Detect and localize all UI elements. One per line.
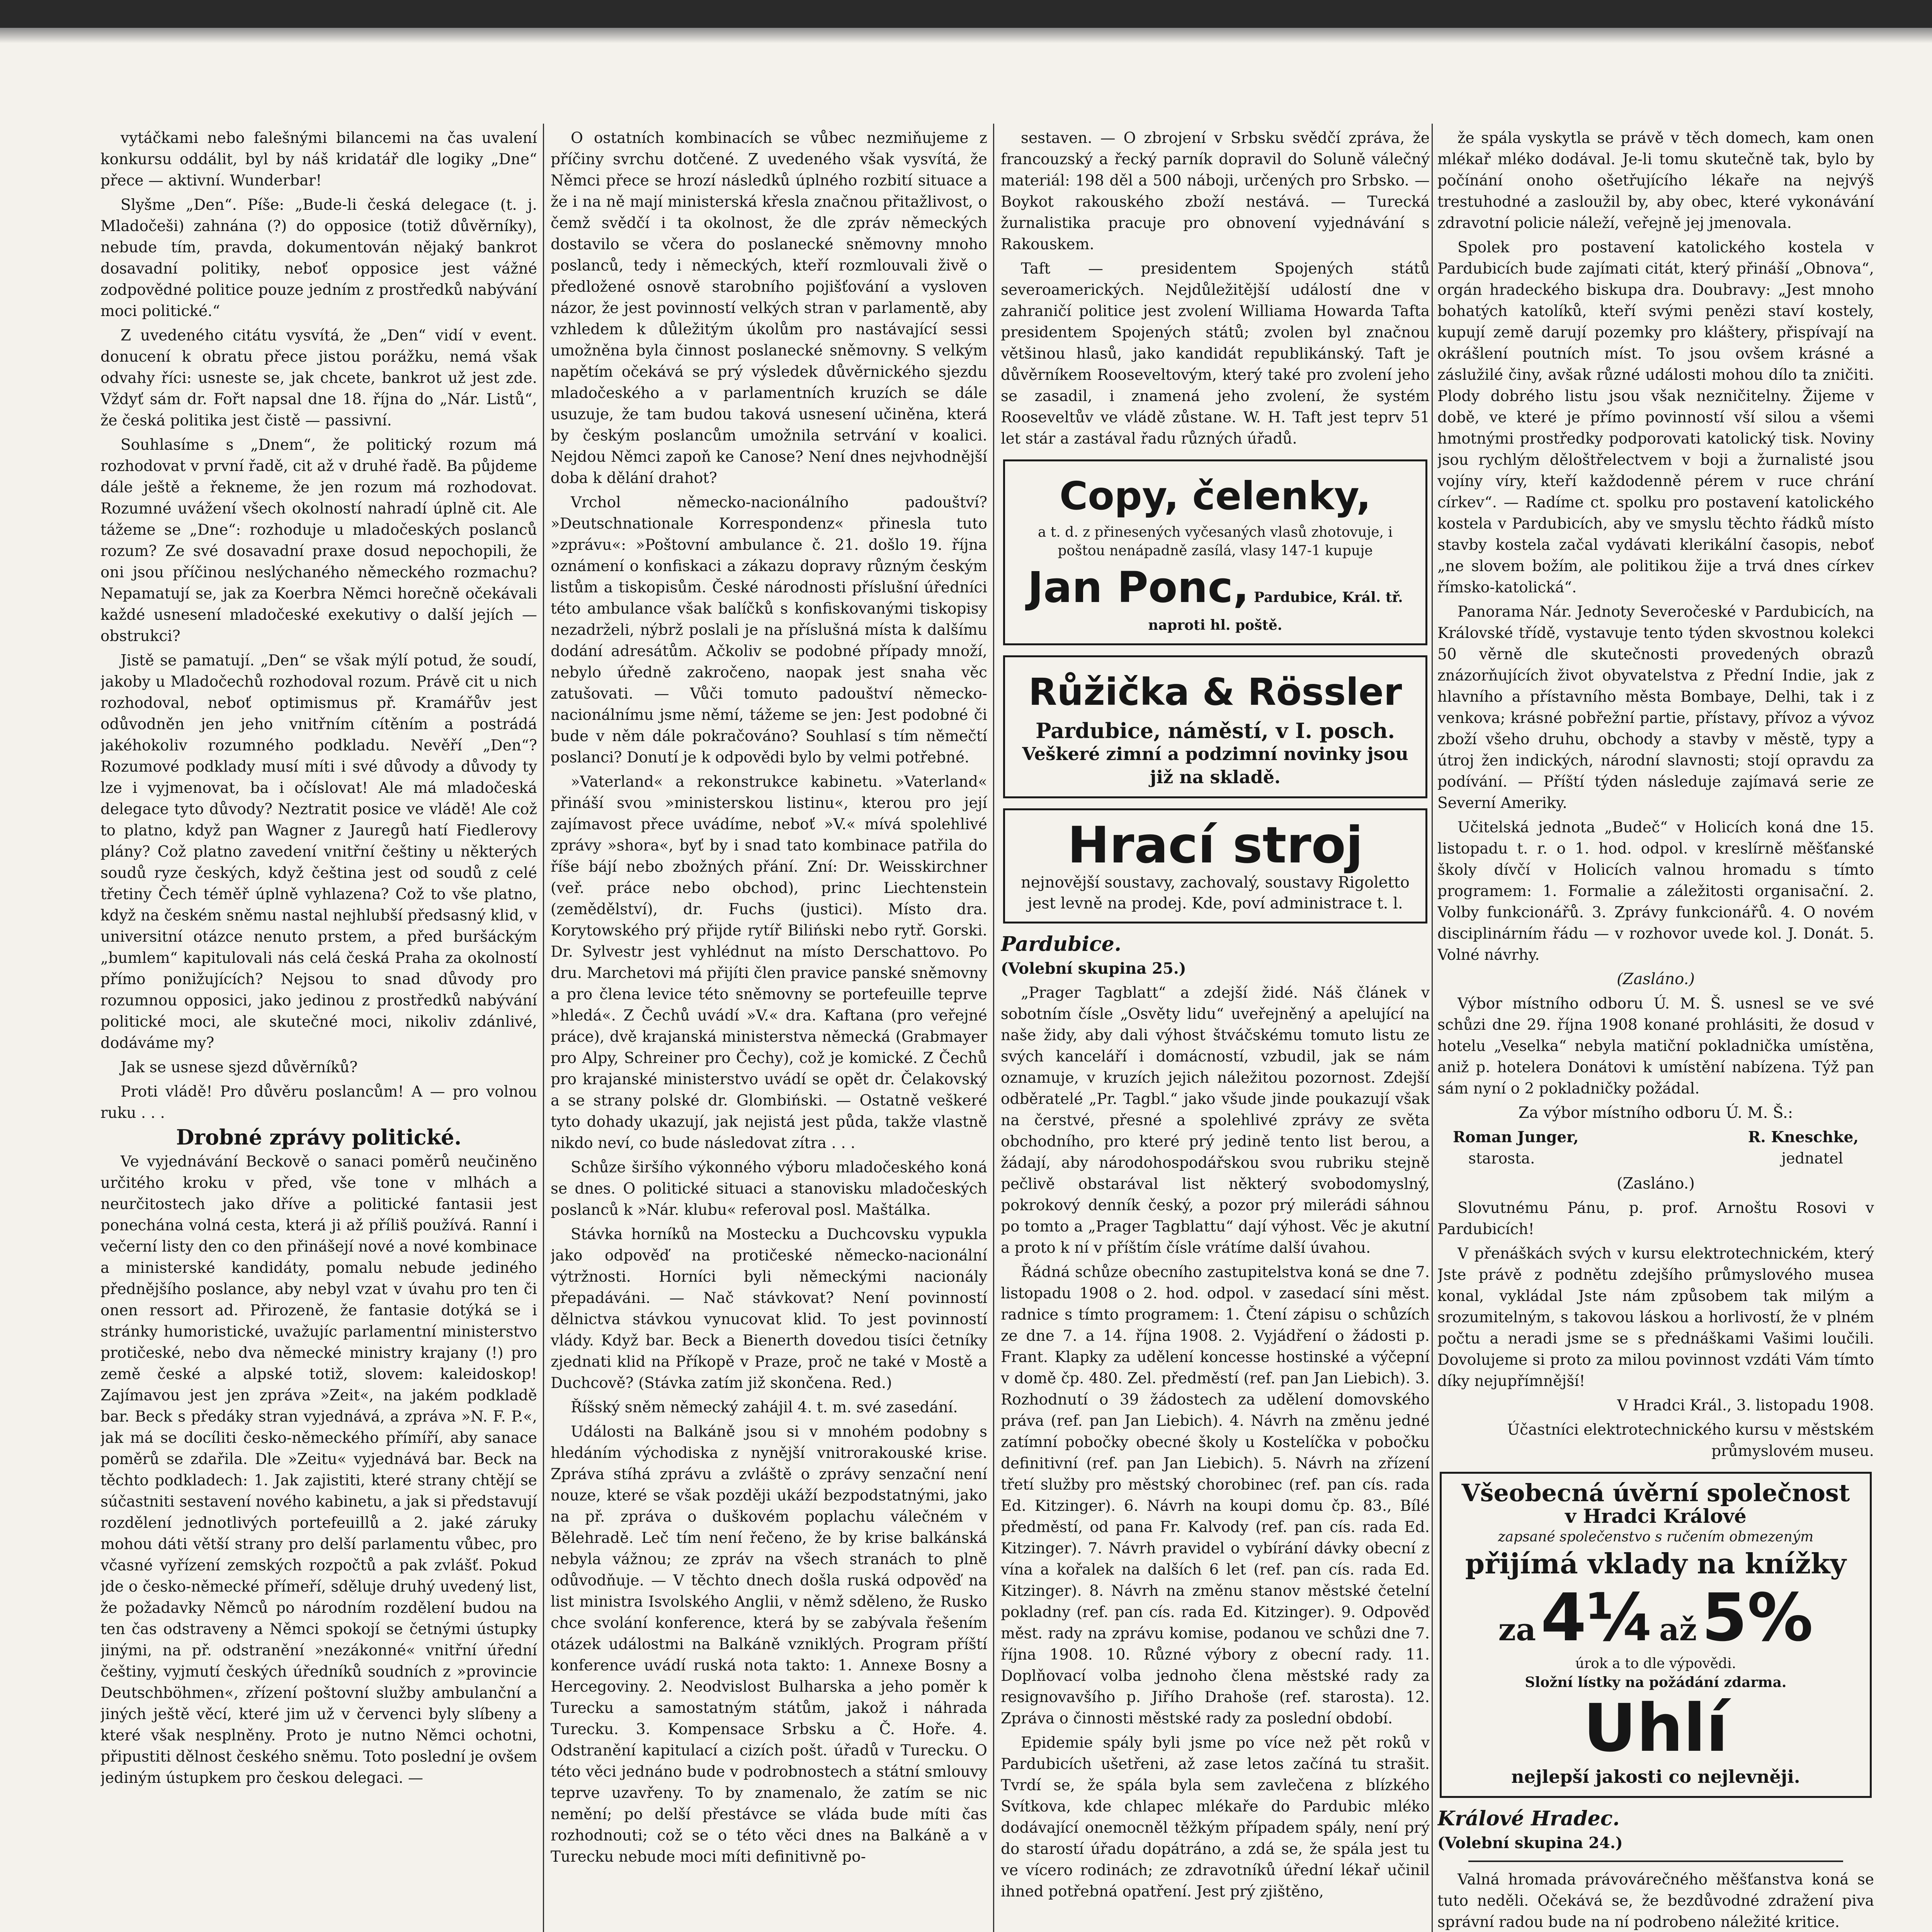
paragraph: Říšský sněm německý zahájil 4. t. m. své zasedání. [571,1399,958,1416]
paragraph: Souhlasíme s „Dnem“, že politický rozum má rozhodovat v první řadě, cit až v druhé řadě. Ba půjdeme dále ještě a řekneme, že jen rozum má rozhodovat. Rozumné uvážení všech okolností nahradí úplně cit. Ale tážeme se „Dne“: rozhoduje u mladočeských poslanců rozum? Ze své dosavadní praxe dosud nepochopili, že oni jsou příčinou neslýchaného německého rozmachu? Nepamatují se, jak za Koerbra Němci horečně očekávali každé usnesení mladočeské exekutivy o další jejích — obstrukci? [100,436,537,645]
section-subtitle: (Volební skupina 25.) [1001,959,1186,978]
advertisement-hraci-stroj [1003,808,1427,923]
ad-title: Copy, čelenky, [1059,473,1371,519]
ad-title: Všeobecná úvěrní společnost [1461,1479,1850,1507]
ad-address: Pardubice, náměstí, v I. posch. [1035,718,1395,743]
signature-left: Roman Junger, [1453,1128,1579,1146]
ad-rate [1450,1581,1861,1655]
rate-to: 5% [1701,1580,1813,1656]
advertisement-copy-celenky [1003,459,1427,645]
zaslano-title: (Zasláno.) [1617,970,1695,988]
paragraph: Panorama Nár. Jednoty Severočeské v Pardubicích, na Královské třídě, vystavuje tento týden skvostnou kolekci 50 věrně dle skutečnosti provedených obrazů znázorňujících život obyvatelstva z Přední Indie, jak z hlavního a přístavního města Bombaye, Delhi, tak i z venkova; krásné pobřežní partie, přístavy, přívoz a vývoz zboží všeho druhu, obchody a stavby v městě, typy a útroj žen indických, národní slavnosti; stojí opravdu za podívání. — Příští týden následuje zajímavá serie ze Severní Ameriky. [1437,603,1874,812]
ad-title: Hrací stroj [1067,816,1363,874]
ad-text: Veškeré zimní a podzimní novinky jsou již na skladě. [1022,743,1408,787]
zaslano-title: (Zasláno.) [1617,1175,1695,1192]
column-3 [1001,128,1430,1932]
paragraph: Epidemie spály byli jsme po více než pět roků v Pardubicích ušetřeni, až zase letos začíná tu strašit. Tvrdí se, že spála byla sem zavlečena z blízkého Svítkova, kde chlapec mlékaře do Pardubic mléko dodávající onemocněl těžkým případem spály, není prý do starostí úřadu dopátráno, a zdá se, že spála jest tu ve vícero rodinách; ze zdravotníků úřední lékař učinil ihned potřebná opatření. Jest prý zjištěno, [1001,1734,1430,1900]
section-subtitle: (Volební skupina 24.) [1437,1834,1623,1852]
paragraph: Jak se usnese sjezd důvěrníků? [121,1059,358,1076]
column-1 [100,128,537,1932]
zaslano-signatures [1437,1127,1874,1148]
zaslano-sign-line: Za výbor místního odboru Ú. M. Š.: [1518,1104,1793,1122]
rate-from: 4¼ [1541,1580,1655,1656]
zaslano-greeting: Slovutnému Pánu, p. prof. Arnoštu Rosovi v Pardubicích! [1437,1199,1874,1238]
zaslano-text: V přenáškách svých v kursu elektrotechnickém, který Jste právě z podnětu zdejšího průmyslového musea konal, vykládal Jste nám způsobem tak milým a srozumitelným, s takovou láskou a horlivostí, že v plném počtu a neradi jsme se s přednáškami Vašimi loučili. Dovolujeme si proto za milou povinnost vzdáti Vám tímto díky nejupřímnější! [1437,1245,1874,1390]
ad-text: nejnovější soustavy, zachovalý, soustavy Rigoletto jest levně na prodej. Kde, poví administrace t. l. [1021,874,1410,912]
paragraph: Ve vyjednávání Beckově o sanaci poměrů neučiněno určitého kroku v před, vše tone v mlhách a neurčitostech jako dříve a politické fantasii jest ponechána volná cesta, která ji až příliš používá. Ranní i večerní listy den co den přinášejí nové a nové kombinace a ministerské kandidáty, pomalu nebude jediného přednějšího poslance, aby nebyl vzat v úvahu pro ten či onen ressort ad. Přirozeně, že fantasie dotýká se i stránky humoristické, uvažujíc parlamentní ministerstvo protičeské, nebo dva německé ministry krajany (!) pro země české a alpské totiž, slovem: kaleidoskop! Zajímavou jest jen zpráva »Zeit«, na jakém podkladě bar. Beck s předáky stran vyjednává, a zpráva »N. F. P.«, jak má se docíliti česko-německého přímíří, aby sanace poměrů se zdařila. Dle »Zeitu« vyjednává bar. Beck na těchto podkladech: 1. Jak zajistiti, které strany chtějí se súčastniti sestavení nového kabinetu, a jak si představují rozdělení jednotlivých portefeuillů a 2. jaké záruky mohou dáti větší strany pro delší parlamentu vůbec, pro včasné vyřízení zemských rozpočtů a pak zvlášť. Pokud jde o česko-německé přímeří, sděluje druhý uvedený list, že požadavky Němců po národním rozdělení budou na ten čas odstraveny a Němci spokojí se četnými ústupky jinými, na př. odstranění »nezákonné« vnitřní úřední češtiny, vyjmutí českých úředníků soudních z »provincie Deutschböhmen«, zřízení poštovní služby ambulanční a jiných ještě věcí, které jim už v červenci byly slíbeny a které však nesplněny. Proto je nutno Němci ochotni, připustiti dělnost českého sněmu. Toto poslední je ovšem jediným ústupkem pro českou delegaci. — [100,1153,537,1787]
ad-sub: zapsané společenstvo s ručením obmezeným [1498,1529,1814,1545]
section-heading: Drobné zprávy politické. [176,1125,462,1150]
paragraph: Jistě se pamatují. „Den“ se však mýlí potud, že soudí, jakoby u Mladočechů rozhodoval rozum. Právě cit u nich rozhodoval, neboť optimismus př. Kramářův jest odůvodněn jen jeho vnitřním cítěním a postrádá jakéhokoliv rozumného podkladu. Nevěří „Den“? Rozumové podklady musí míti i své důvody a důvody ty lze i vyjmenovat, ba i očíslovat! Ale má mladočeská delegace tyto důvody? Neztratit posice ve vládě! Ale což to platno, když pan Wagner z Jauregů hatí Fiedlerovy plány? Což platno zavedení vnitřní češtiny u některých soudů ryze českých, když čeština jest od soudů z celé třetiny Čech téměř úplně vyhlazena? Což to vše platno, když na českém sněmu nastal nejhlubší předsasný klid, v universitní otázce nenuto prstem, a před buršáckým „bumlem“ kapitulovali nás celá česká Praha za okolností přímo ponižujících? Nejsou to snad důvody pro rozumnou opposici, jako jedinou z prostředků nabývání politické moci, ale skutečné moci, nikoliv zdánlivé, dodáváme my? [100,652,537,1052]
paragraph: O ostatních kombinacích se vůbec nezmiňujeme z příčiny svrchu dotčené. Z uvedeného však vysvítá, že Němci přece se hrozí následků úplného rozbití situace a že i na ně mají ministerská křesla značnou přitažlivost, o čemž svědčí i ta okolnost, že dle zpráv německých dostavilo se včera do poslanecké sněmovny mnoho poslanců, tedy i německých, kteří rozmlouvali živě o předložené osnově starobního pojišťování a vysloven názor, že jest povinností velkých stran v parlamentě, aby vzhledem k důležitým úkolům pro nastávající sessi umožněna byla činnost poslanecké sněmovny. S velkým napětím očekává se prý výsledek důvěrnického sjezdu mladočeského a v parlamentních kruzích se dále usuzuje, že tam budou taková usnesení učiněna, která by českým poslancům umožnila setrvání v koalici. Nejdou Němci zapoň ke Canose? Není dnes nejvhodnější doba k dělání drahot? [551,129,987,487]
paragraph: Slyšme „Den“. Píše: „Bude-li česká delegace (t. j. Mladočeši) zahnána (?) do opposice (totiž důvěrníky), nebude tím, pravda, dokumentován nějaký bankrot dosavadní politiky, neboť opposice jest vážné zodpovědné politice pouze jedním z prostředků nabývání moci politické.“ [100,196,537,320]
section-masthead: Králové Hradec. [1437,1807,1620,1830]
signature-left-role: starosta. [1468,1150,1535,1167]
paragraph: Spolek pro postavení katolického kostela v Pardubicích bude zajímati citát, který přináší „Obnova“, orgán hradeckého biskupa dra. Doubravy: „Jest mnoho bohatých katolíků, kteří svými penězi staví kostely, kupují země darují pozemky pro kláštery, přispívají na okrášlení poutních míst. To jsou ovšem krásné a záslužilé činy, avšak různé události mohou dílo ta zničiti. Plody dobrého listu jsou však nezničitelny. Žijeme v době, ve které je přímo povinností vší silou a všemi hmotnými prostředky podporovati katolický tisk. Noviny jsou rychlým děloštřelectvem v boji a žurnalisté jsou vojíny víry, kteří každodenně pérem v ruce chrání církev“. — Radíme ct. spolku pro postavení katolického kostela v Pardubicích, aby ve smyslu těchto řádků místo stavby kostela začal vydávati klerikální časopis, neboť „ne slovem božím, ale politikou žije a trvá dnes církev římsko-katolická“. [1437,239,1874,596]
paragraph: sestaven. — O zbrojení v Srbsku svědčí zpráva, že francouzský a řecký parník dopravil do Soluně válečný materiál: 198 děl a 500 náboji, určených pro Srbsko. — Boykot rakouského zboží nestává. — Turecká žurnalistika pracuje pro obnovení vyjednávání s Rakouskem. [1001,129,1430,253]
scan-top-shadow [0,28,1932,43]
paragraph: Valná hromada právovárečného měšťanstva koná se tuto neděli. Očekává se, že bezdůvodné zdražení piva správní radou bude na ní podrobeno náležité kritice. [1437,1871,1874,1931]
ad-name: Jan Ponc, [1027,563,1249,612]
zaslano-place: V Hradci Král., 3. listopadu 1908. [1617,1397,1874,1414]
paragraph: Vrchol německo-nacionálního padouštví? »Deutschnationale Korrespondenz« přinesla tuto »zprávu«: »Poštovní ambulance č. 21. došlo 19. října oznámení o konfiskaci a zákazu dopravy různým českým listům a tiskopisům. České národnosti příslušní úředníci této ambulance však balíčků s konfiskovanými tiskopisy nezadrželi, nýbrž poslali je na příslušná místa k dalšímu dodání adresátům. Ačkoliv se podobné případy množí, nebylo úředně zakročeno, naopak jest snaha věc zatušovati. — Vůči tomuto padouštví německo-nacionálnímu jsme němí, tážeme se jen: Jest podobné či bude v něm dále pokračováno? Souhlasí s tím němečtí poslanci? Donutí je k odpovědi bylo by velmi potřebné. [551,494,987,766]
ad-offer: přijímá vklady na knížky [1465,1547,1847,1580]
signature-right-role: jednatel [1781,1150,1843,1167]
paragraph: »Vaterland« a rekonstrukce kabinetu. »Vaterland« přináší svou »ministerskou listinu«, kterou pro její zajímavost přece uvádíme, neboť »V.« mívá spolehlivé zprávy »shora«, byť by i snad tato kombinace patřila do říše bájí nebo zbožných přání. Zní: Dr. Weisskirchner (veř. práce nebo obchod), princ Liechtenstein (zemědělství), dr. Fuchs (justici). Místo dra. Korytowského prý přijde rytíř Biliński nebo rytř. Gorski. Dr. Sylvestr jest vyhlédnut na místo Derschattovo. Po dru. Marchetovi má přijíti člen pravice panské sněmovny a pro člena levice této sněmovny se portefeuille teprve »hledá«. Z Čechů uvádí »V.« dra. Kaftana (pro veřejné práce), dvě krajanská ministerstva německá (Grabmayer pro Alpy, Schreiner pro Čechy), což je komické. Z Čechů pro krajanské ministerstvo uvádí se opět dr. Čelakovský a se strany polské dr. Glombiński. — Ostatně veškeré tyto dohady ukazují, jak nejistá jest půda, takže vlastně nikdo neví, co bude následovat zítra . . . [551,773,987,1152]
column-rule [1432,124,1433,1932]
paragraph: Schůze širšího výkonného výboru mladočeského koná se dnes. O politické situaci a stanovisku mladočeských poslanců k »Nár. klubu« referoval posl. Maštálka. [551,1159,987,1219]
paragraph: Učitelská jednota „Budeč“ v Holicích koná dne 15. listopadu t. r. o 1. hod. odpol. v kreslírně měšťanské školy dívčí v Holicích valnou hromadu s tímto programem: 1. Formalie a záležitosti organisační. 2. Volby funkcionářů. 3. Zprávy funkcionářů. 4. O novém disciplinárním řádu — v rozhovor uvede kol. J. Donát. 5. Volné návrhy. [1437,819,1874,964]
signature-right: R. Kneschke, [1748,1128,1859,1146]
paragraph: Události na Balkáně jsou si v mnohém podobny s hledáním východiska z nynější vnitrorakouské krise. Zpráva stíhá zprávu a zvláště o zprávy senzační není nouze, které se však později ukáží bezpodstatnými, jako na př. zpráva o duškovém poplachu válečném v Bělehradě. Leč tím není řečeno, že by krise balkánská nebyla vážnou; ze zpráv na všech stranách to plně odůvodňuje. — V těchto dnech došla ruská odpověď na list ministra Isvolského Anglii, v němž sděleno, že Rusko chce svolání konference, která by se zabývala řešením otázek událostmi na Balkáně vzniklých. Program příští konference uvádí ruská nota takto: 1. Annexe Bosny a Hercegoviny. 2. Neodvislost Bulharska a jeho poměr k Turecku a samostatným státům, jakož i náhrada Turecku. 3. Kompensace Srbsku a Č. Hoře. 4. Odstranění kapitulací a cizích pošt. úřadů v Turecku. O této věci jednáno bude v podrobnostech a státní smlouvy teprve uzavřeny. To by znamenalo, že zatím se nic nemění; po delší přestávce se vláda bude míti čas rozhodnouti; což se o této věci dnes na Balkáně a v Turecku nebude moci míti definitivně po- [551,1423,987,1866]
paragraph: Proti vládě! Pro důvěru poslancům! A — pro volnou ruku . . . [100,1083,537,1122]
ad-coal-sub: nejlepší jakosti co nejlevněji. [1511,1766,1800,1787]
ad-city: v Hradci Králové [1565,1505,1747,1527]
zaslano-sign: Účastníci elektrotechnického kursu v městském průmyslovém museu. [1507,1421,1874,1460]
section-masthead: Pardubice. [1001,932,1121,956]
ad-note: úrok a to dle výpovědi. [1575,1656,1736,1672]
paragraph: Z uvedeného citátu vysvítá, že „Den“ vidí v event. donucení k obratu přece jistou porážku, nemá však odvahy říci: usneste se, jak chcete, bankrot už jest zde. Vždyť sám dr. Fořt napsal dne 18. října do „Nár. Listů“, že česká politika jest čistě — passivní. [100,327,537,429]
column-rule [993,124,994,1932]
paragraph: že spála vyskytla se právě v těch domech, kam onen mlékař mléko dodával. Je-li tomu skutečně tak, bylo by počínání onoho ošetřujícího lékaře na nejvýš trestuhodné a zasloužil by, aby obec, které vykonávání zdravotní policie náleží, veřejně jej jmenovala. [1437,129,1874,232]
paragraph: Řádná schůze obecního zastupitelstva koná se dne 7. listopadu 1908 o 2. hod. odpol. v zasedací síni měst. radnice s tímto programem: 1. Čtení zápisu o schůzích ze dne 7. a 14. října 1908. 2. Vyjádření o žádosti p. Frant. Klapky za udělení koncesse hostinské a výčepní v domě čp. 480. Zel. předměstí (ref. pan Jan Liebich). 3. Rozhodnutí o 39 žádostech za udělení domovského práva (ref. pan Jan Liebich). 4. Návrh na změnu jedné zatímní pobočky obecné školy u Kostelíčka v pobočku definitivní (ref. pan Jan Liebich). 5. Návrh na zřízení třetí služby pro městský chorobinec (ref. pan cís. rada Ed. Kitzinger). 6. Návrh na koupi domu čp. 83., Bílé předměstí, od pana Fr. Kalvody (ref. pan cís. rada Ed. Kitzinger). 7. Návrh pravidel o vybírání dávky obecní z vína a kořalek na dalších 6 let (ref. pan cís. rada Ed. Kitzinger). 8. Návrh na změnu stanov městské četelní pokladny (ref. pan cís. rada Ed. Kitzinger). 9. Odpověď měst. rady na zprávu komise, podanou ve schůzi dne 7. října 1908. 10. Různé výbory z obecní rady. 11. Doplňovací volba jednoho člena městské rady za resignovavšího p. Jiřího Drahoše (ref. starosta). 12. Zpráva o činnosti městské rady za poslední období. [1001,1264,1430,1727]
ad-address: Pardubice, Král. tř. naproti hl. poště. [1148,589,1403,633]
scan-top-edge [0,0,1932,28]
paragraph: „Prager Tagblatt“ a zdejší židé. Náš článek v sobotním čísle „Osvěty lidu“ uveřejněný a apelující na naše židy, aby dali výhost štváčskému tomuto listu ze svých kanceláří i domácností, vzbudil, jak se nám oznamuje, v kruzích jejich náležitou pozornost. Zdejší odběratelé „Pr. Tagbl.“ jako všude jinde poukazují však na čerstvé, přesné a spolehlivé zprávy ze světa obchodního, pro které prý jedině tento list berou, a žádají, aby národohospodářskou svou rubriku stejně pečlivě obstarával list některý svobodomyslný, pokrokový denník český, a pozor prý milerádi sáhnou po tomto a „Prager Tagblattu“ dají výhost. Věc je akutní a proto k ní v příštím čísle vrátíme další úvahou. [1001,984,1430,1257]
column-4 [1437,128,1874,1932]
divider [1468,1861,1843,1862]
zaslano-roles [1437,1148,1874,1173]
paragraph: Taft — presidentem Spojených států severoamerických. Nejdůležitější událostí dne v zahraničí politice jest zvolení Williama Howarda Tafta presidentem Spojených států; zvolen byl značnou většinou hlasů, jako kandidát republikánský. Taft je důvěrníkem Rooseveltovým, který také pro zvolení jeho se zasadil, i znamená jeho zvolení, že systém Rooseveltův ve vládě zůstane. W. H. Taft jest teprv 51 let stár a zastával řadu různých úřadů. [1001,260,1430,447]
ad-coal: Uhlí [1583,1690,1728,1767]
column-2 [551,128,987,1932]
ad-title: Růžička & Rössler [1028,670,1402,714]
rate-mid: až [1659,1611,1697,1648]
advertisement-ruzicka-rossler [1003,655,1427,798]
column-rule [543,124,544,1932]
zaslano-text: Výbor místního odboru Ú. M. Š. usnesl se ve své schůzi dne 29. října 1908 konané prohlásiti, že dosud v hotelu „Veselka“ nebyla matiční pokladnička umístěna, aniž p. hotelera Donátovi k umístění nabízena. Týž pan sám nyní o 2 pokladničky požádal. [1437,995,1874,1097]
paragraph: Stávka horníků na Mostecku a Duchcovsku vypukla jako odpověď na protičeské německo-nacionální výtržnosti. Horníci byli německými nacionály přepadáváni. — Nač stávkovat? Není povinností dělnictva stávkou vynucovat klid. To jest povinností vlády. Když bar. Beck a Bienerth dovedou tisíci četníky zjednati klid na Příkopě v Praze, proč ne také v Mostě a Duchcově? (Stávka zatím již skončena. Red.) [551,1226,987,1392]
rate-prefix: za [1498,1611,1536,1648]
ad-text: a t. d. z přinesených vyčesaných vlasů zhotovuje, i poštou nenápadně zasílá, vlasy 147-1 kupuje [1037,524,1393,559]
ad-note2: Složní lístky na požádání zdarma. [1525,1674,1787,1690]
advertisement-uverni-spolecnost [1440,1472,1872,1798]
paragraph: vytáčkami nebo falešnými bilancemi na čas uvalení konkursu oddálit, byl by náš kridatář dle logiky „Dne“ přece — aktivní. Wunderbar! [100,129,537,189]
